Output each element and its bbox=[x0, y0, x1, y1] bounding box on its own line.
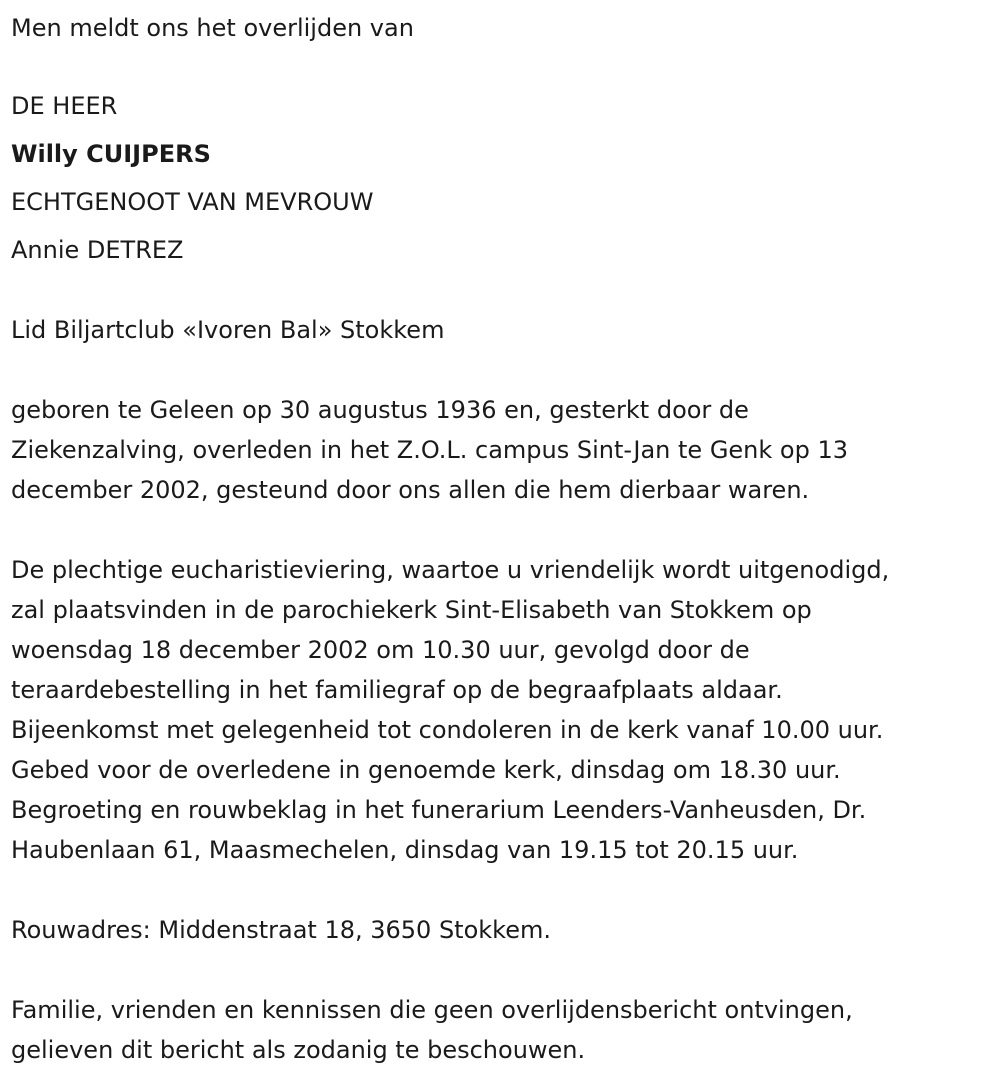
paragraph-line: december 2002, gesteund door ons allen die hem dierbaar waren. bbox=[11, 476, 810, 504]
address-line: Rouwadres: Middenstraat 18, 3650 Stokkem. bbox=[11, 916, 551, 944]
paragraph-line: gelieven dit bericht als zodanig te beschouwen. bbox=[11, 1036, 586, 1064]
paragraph-line: Bijeenkomst met gelegenheid tot condoleren in de kerk vanaf 10.00 uur. bbox=[11, 716, 884, 744]
closing-paragraph bbox=[11, 990, 1000, 1070]
paragraph-line: Haubenlaan 61, Maasmechelen, dinsdag van 19.15 tot 20.15 uur. bbox=[11, 836, 799, 864]
paragraph-line: zal plaatsvinden in de parochiekerk Sint-Elisabeth van Stokkem op bbox=[11, 596, 812, 624]
spacer bbox=[11, 950, 1000, 990]
spacer bbox=[11, 870, 1000, 910]
paragraph-line: woensdag 18 december 2002 om 10.30 uur, gevolgd door de bbox=[11, 636, 750, 664]
spacer bbox=[11, 48, 1000, 88]
paragraph-line: Gebed voor de overledene in genoemde kerk, dinsdag om 18.30 uur. bbox=[11, 756, 841, 784]
ceremony-paragraph bbox=[11, 550, 1000, 870]
paragraph-line: Familie, vrienden en kennissen die geen overlijdensbericht ontvingen, bbox=[11, 996, 853, 1024]
spacer bbox=[11, 510, 1000, 550]
honorific: DE HEER bbox=[11, 92, 118, 120]
spouse-name: Annie DETREZ bbox=[11, 236, 184, 264]
membership-line: Lid Biljartclub «Ivoren Bal» Stokkem bbox=[11, 316, 445, 344]
deceased-name: Willy CUIJPERS bbox=[11, 140, 211, 168]
paragraph-line: De plechtige eucharistieviering, waartoe u vriendelijk wordt uitgenodigd, bbox=[11, 556, 890, 584]
paragraph-line: geboren te Geleen op 30 augustus 1936 en, gesterkt door de bbox=[11, 396, 749, 424]
spacer bbox=[11, 270, 1000, 310]
intro-line: Men meldt ons het overlijden van bbox=[11, 14, 414, 42]
spacer bbox=[11, 350, 1000, 390]
paragraph-line: teraardebestelling in het familiegraf op de begraafplaats aldaar. bbox=[11, 676, 783, 704]
birth-death-paragraph bbox=[11, 390, 1000, 510]
spouse-title: ECHTGENOOT VAN MEVROUW bbox=[11, 188, 374, 216]
paragraph-line: Ziekenzalving, overleden in het Z.O.L. campus Sint-Jan te Genk op 13 bbox=[11, 436, 848, 464]
paragraph-line: Begroeting en rouwbeklag in het funerarium Leenders-Vanheusden, Dr. bbox=[11, 796, 867, 824]
